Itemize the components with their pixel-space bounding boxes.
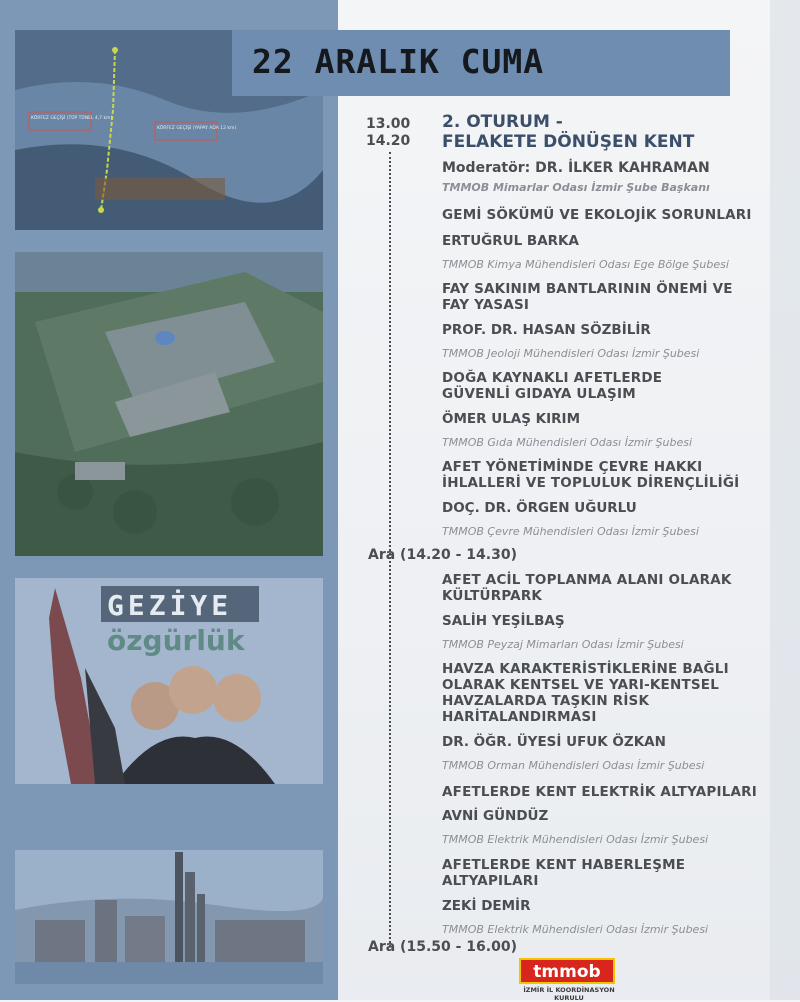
session-title-line2: FELAKETE DÖNÜŞEN KENT — [442, 132, 695, 152]
talk-title-line: DOĞA KAYNAKLI AFETLERDE — [442, 370, 663, 386]
background-photo-edge — [770, 0, 800, 1000]
talk-item — [442, 459, 772, 538]
talk-item — [442, 572, 772, 651]
break-label: Ara (15.50 - 16.00) — [368, 939, 517, 955]
talk-speaker: ERTUĞRUL BARKA — [442, 233, 579, 249]
talk-title: GEMİ SÖKÜMÜ VE EKOLOJİK SORUNLARI — [442, 207, 752, 223]
talk-speaker: SALİH YEŞİLBAŞ — [442, 613, 565, 629]
talk-title-line: HAVZALARDA TAŞKIN RİSK — [442, 693, 650, 709]
session-time-start: 13.00 — [366, 116, 411, 132]
talk-org: TMMOB Kimya Mühendisleri Odası Ege Bölge Şubesi — [442, 258, 729, 271]
talk-item — [442, 207, 772, 271]
page-title: 22 ARALIK CUMA — [252, 42, 545, 81]
talk-item — [442, 784, 772, 846]
talk-title-line: HAVZA KARAKTERİSTİKLERİNE BAĞLI — [442, 661, 729, 677]
talk-item — [442, 370, 772, 449]
break-label: Ara (14.20 - 14.30) — [368, 547, 517, 563]
talk-title-line: HARİTALANDIRMASI — [442, 709, 597, 725]
talk-org: TMMOB Jeoloji Mühendisleri Odası İzmir Şubesi — [442, 347, 700, 360]
talk-org: TMMOB Elektrik Mühendisleri Odası İzmir Şubesi — [442, 923, 709, 936]
talk-title-line: GÜVENLİ GIDAYA ULAŞIM — [442, 386, 636, 402]
session-time-end: 14.20 — [366, 133, 411, 149]
talk-title-line: AFET ACİL TOPLANMA ALANI OLARAK — [442, 572, 732, 588]
moderator-name: Moderatör: DR. İLKER KAHRAMAN — [442, 160, 710, 176]
poster-line1: GEZİYE — [107, 589, 233, 622]
talk-org: TMMOB Elektrik Mühendisleri Odası İzmir Şubesi — [442, 833, 709, 846]
talk-title-line: FAY SAKINIM BANTLARININ ÖNEMİ VE — [442, 281, 733, 297]
city-skyline-image — [15, 850, 323, 984]
talk-title-line: İHLALLERİ VE TOPLULUK DİRENÇLİLİĞİ — [442, 475, 740, 491]
talk-item — [442, 661, 772, 772]
talk-speaker: DR. ÖĞR. ÜYESİ UFUK ÖZKAN — [442, 734, 666, 750]
talk-title-line: KÜLTÜRPARK — [442, 588, 543, 604]
talk-item — [442, 281, 772, 360]
session-title-line1: 2. OTURUM - — [442, 112, 563, 132]
moderator — [442, 160, 710, 194]
poster-line2: özgürlük — [107, 624, 245, 657]
talk-org: TMMOB Çevre Mühendisleri Odası İzmir Şubesi — [442, 525, 699, 538]
talk-title-line: ALTYAPILARI — [442, 873, 539, 889]
park-aerial-image — [15, 252, 323, 556]
talk-title-line: AFET YÖNETİMİNDE ÇEVRE HAKKI — [442, 459, 703, 475]
tmmob-logo — [519, 958, 619, 1002]
logo-wordmark: tmmob — [519, 958, 615, 984]
talk-speaker: ZEKİ DEMİR — [442, 898, 531, 914]
talk-title-line: FAY YASASI — [442, 297, 530, 313]
talk-speaker: AVNİ GÜNDÜZ — [442, 808, 549, 824]
talk-title-line: OLARAK KENTSEL VE YARI-KENTSEL — [442, 677, 720, 693]
talk-org: TMMOB Orman Mühendisleri Odası İzmir Şubesi — [442, 759, 705, 772]
talk-title-line: AFETLERDE KENT HABERLEŞME — [442, 857, 686, 873]
poster-image — [15, 578, 323, 784]
talk-org: TMMOB Peyzaj Mimarları Odası İzmir Şubesi — [442, 638, 684, 651]
moderator-org: TMMOB Mimarlar Odası İzmir Şube Başkanı — [442, 181, 710, 194]
talk-speaker: PROF. DR. HASAN SÖZBİLİR — [442, 322, 651, 338]
session-title — [442, 112, 694, 152]
map-label-1: KÖRFEZ GEÇİŞİ (TÜP TÜNEL 4,7 km) — [31, 116, 113, 121]
date-header — [232, 30, 730, 96]
session-time — [366, 116, 410, 150]
talk-speaker: ÖMER ULAŞ KIRIM — [442, 411, 580, 427]
map-label-2: KÖRFEZ GEÇİŞİ (YAPAY ADA 12 km) — [157, 126, 237, 131]
talk-title: AFETLERDE KENT ELEKTRİK ALTYAPILARI — [442, 784, 757, 800]
talk-item — [442, 857, 772, 936]
talk-speaker: DOÇ. DR. ÖRGEN UĞURLU — [442, 500, 637, 516]
logo-subtitle: İZMİR İL KOORDİNASYON KURULU — [523, 986, 615, 1002]
talk-org: TMMOB Gıda Mühendisleri Odası İzmir Şubesi — [442, 436, 693, 449]
